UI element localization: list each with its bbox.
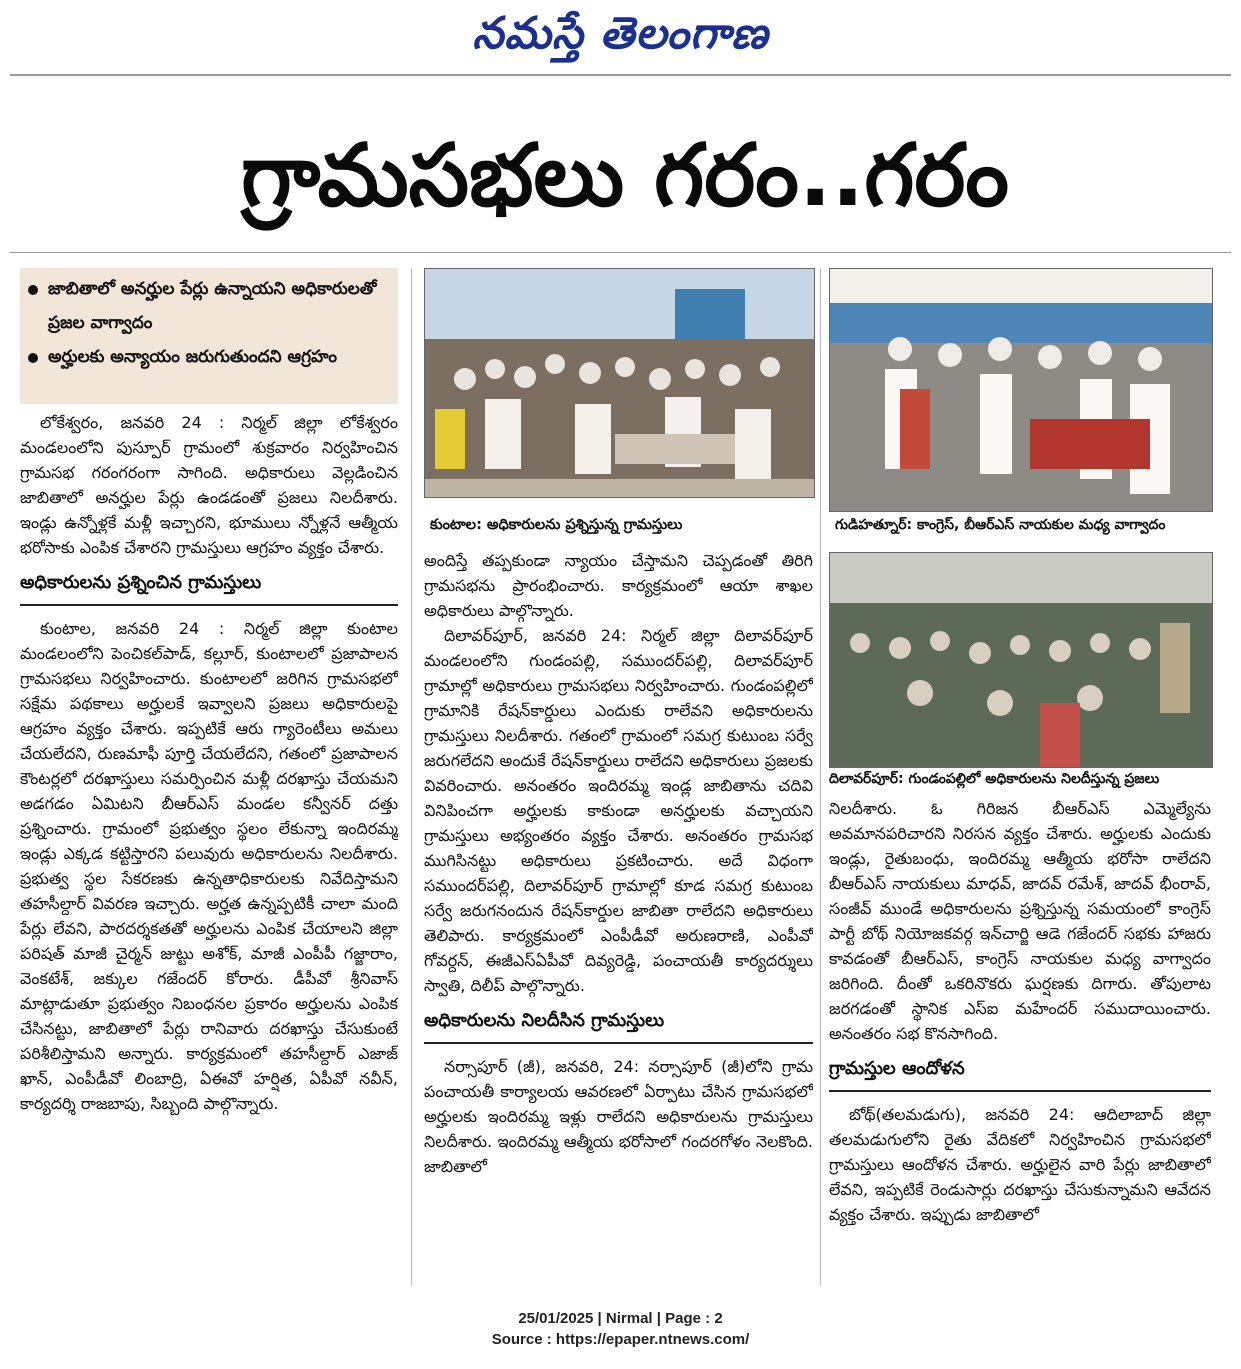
column-1 [20,410,398,1282]
column-divider [820,268,821,1286]
column-3 [829,796,1211,1286]
body-paragraph: నర్సాపూర్ (జీ), జనవరి, 24: నర్సాపూర్ (జీ)లోని గ్రామ పంచాయతీ కార్యాలయ ఆవరణలో ఏర్పాటు చేసిన గ్రామసభలో అర్హులకు ఇందిరమ్మ ఇళ్లు రాలేదని అధికారులను గ్రామస్తులు నిలదీశారు. ఇందిరమ్మ ఆత్మీయ భరోసాలో గందరగోళం నెలకొంది. జాబితాలో [424,1057,813,1176]
photo-kuntala-gramasabha [424,268,815,498]
photo-caption-kuntala: కుంటాల: అధికారులను ప్రశ్నిస్తున్న గ్రామస్తులు [430,517,683,533]
body-paragraph: దిలావర్‌పూర్, జనవరి 24: నిర్మల్ జిల్లా దిలావర్‌పూర్ మండలంలోని గుండంపల్లి, సముందర్‌పల్లి, దిలావర్‌పూర్ గ్రామాల్లో అధికారులు గ్రామసభలు నిర్వహించారు. గుండంపల్లిలో గ్రామానికి రేషన్‌కార్డులు ఎందుకు రాలేవని అధికారులను గ్రామస్తులు నిలదీశారు. గతంలో గ్రామంలో సమగ్ర కుటుంబ సర్వే జరుగలేదని అందుకే రేషన్‌కార్డులు రాలేదని అధికారులు ప్రజలకు వివరించారు. అనంతరం ఇందిరమ్మ ఇండ్ల జాబితాను చదివి వినిపించగా అర్హులకు కాకుండా అనర్హులకు వచ్చాయని గ్రామస్తులు అభ్యంతరం వ్యక్తం చేశారు. అనంతరం గ్రామసభ ముగిసినట్టు అధికారులు ప్రకటించారు. అదే విధంగా సముందర్‌పల్లి, దిలావర్‌పూర్ గ్రామాల్లో కూడ సమగ్ర కుటుంబ సర్వే జరుగనందున రేషన్‌కార్డుల జాబితా రాలేదని అధికారులు తెలిపారు. కార్యక్రమంలో ఎంపీడీవో అరుణరాణి, ఎంపీవో గోవర్దన్, ఈజీఎస్‌ఏపీవో దివ్యరెడ్డి, పంచాయతీ కార్యదర్శులు స్వాతి, దిలీప్ పాల్గొన్నారు. [424,626,813,995]
subhead-kuntala: అధికారులను ప్రశ్నించిన గ్రామస్తులు [20,568,398,606]
column-2 [424,548,813,1286]
lead-paragraph: లోకేశ్వరం, జనవరి 24 : నిర్మల్ జిల్లా లోకేశ్వరం మండలంలోని పుస్పూర్ గ్రామంలో శుక్రవారం నిర్వహించిన గ్రామసభ గరంగరంగా సాగింది. అధికారులు వెల్లడించిన జాబితాలో అనర్హుల పేర్లు ఉండడంతో ప్రజలు నిలదీశారు. ఇండ్లు ఉన్నోళ్లకే మళ్లీ ఇచ్చారని, భూములు న్నోళ్లనే ఆత్మీయ భరోసాకు ఎంపిక చేశారని గ్రామస్తులు ఆగ్రహం వ్యక్తం చేశారు. [20,413,398,557]
footer-source: Source : https://epaper.ntnews.com/ [491,1331,750,1348]
highlight-item: జాబితాలో అనర్హుల పేర్లు ఉన్నాయని అధికారులతో ప్రజల వాగ్వాదం [28,272,390,340]
continued-paragraph: నిలదీశారు. ఓ గిరిజన బీఆర్‌ఎస్ ఎమ్మెల్యేను అవమానపరిచారని నిరసన వ్యక్తం చేశారు. అర్హులకు ఎందుకు ఇండ్లు, రైతుబంధు, ఇందిరమ్మ ఆత్మీయ భరోసా రాలేదని బీఆర్‌ఎస్ నాయకులు మాధవ్, జాదవ్ రమేశ్, జాదవ్ భీంరావ్, సంజీవ్ ముండే అధికారులను ప్రశ్నిస్తున్న సమయంలో కాంగ్రెస్ పార్టీ బోథ్ నియోజకవర్గ ఇన్‌చార్జి ఆడె గజేందర్ సభకు హాజరు కావడంతో బీఆర్‌ఎస్, కాంగ్రెస్ నాయకుల మధ్య వాగ్వాదం జరిగింది. దీంతో ఒకరినొకరు ఘర్షణకు దిగారు. తోపులాట జరగడంతో స్థానిక ఎస్‌ఐ మహేందర్ సముదాయించారు. అనంతరం సభ కొనసాగింది. [829,799,1211,1043]
bullet-icon [28,285,38,295]
photo-caption-dilawarpur: దిలావర్‌పూర్: గుండంపల్లిలో అధికారులను నిలదీస్తున్న ప్రజలు [829,771,1160,787]
photo-dilawarpur-villagers [829,552,1213,768]
footer-date-edition: 25/01/2025 | Nirmal | Page : 2 [518,1310,723,1327]
bullet-icon [28,353,38,363]
body-paragraph: కుంటాల, జనవరి 24 : నిర్మల్ జిల్లా కుంటాల మండలంలోని పెంచికల్‌పాడ్, కల్లూర్, కుంటాలలో ప్రజాపాలన గ్రామసభలు నిర్వహించారు. కుంటాలలో జరిగిన గ్రామసభలో సక్షేమ పథకాలు అర్హులకే ఇవ్వాలని ప్రజలు అధికారులపై ఆగ్రహం వ్యక్తం చేశారు. ఇప్పటికే ఆరు గ్యారెంటీలు అమలు చేయలేదని, రుణమాఫీ పూర్తి చేయలేదని, గతంలో ప్రజాపాలన కౌంటర్లలో దరఖాస్తులు సమర్పించిన మళ్లీ దరఖాస్తు చేయమని అడగడం ఏమిటని బీఆర్‌ఎస్ మండల కన్వీనర్ దత్తు ప్రశ్నించారు. గ్రామంలో ప్రభుత్వం స్థలం లేకున్నా ఇందిరమ్మ ఇండ్లు ఎక్కడ కట్టిస్తారని పలువురు అధికారులను నిలదీశారు. ప్రభుత్వ స్థల సేకరణకు ఉన్నతాధికారులకు నివేదిస్తామని తహసీల్దార్ వివరణ ఇచ్చారు. అర్హత ఉన్నప్పటికీ చాలా మంది పేర్లు లేవని, పారదర్శకతతో అర్హులను ఎంపిక చేయాలని జిల్లా పరిషత్ మాజీ చైర్మన్ జుట్టు అశోక్, మాజీ ఎంపీపీ గజ్జారాం, వెంకటేశ్, జక్కుల గజేందర్ కోరారు. డీపీవో శ్రీనివాస్ మాట్లాడుతూ ప్రభుత్వం నిబంధనల ప్రకారం అర్హులను ఎంపిక చేసినట్టు, జాబితాలో పేర్లు రానివారు దరఖాస్తు చేసుకుంటే పరిశీలిస్తామని అన్నారు. కార్యక్రమంలో తహసీల్దార్ ఎజాజ్ ఖాన్, ఎంపీడీవో లింబాద్రి, ఏఈవో హర్షిత, ఏపీవో నవీన్, కార్యదర్శి రాజబాపు, సిబ్బంది పాల్గొన్నారు. [20,619,398,1113]
subhead-dilawarpur: అధికారులను నిలదీసిన గ్రామస్తులు [424,1006,813,1044]
highlight-item: అర్హులకు అన్యాయం జరుగుతుందని ఆగ్రహం [28,340,390,374]
photo-caption-gudihatnoor: గుడిహత్నూర్: కాంగ్రెస్, బీఆర్‌ఎస్ నాయకుల మధ్య వాగ్వాదం [835,517,1166,533]
headline: గ్రామసభలు గరం..గరం [241,126,1009,226]
subhead-thalamadugu: గ్రామస్తుల ఆందోళన [829,1054,1211,1092]
continued-paragraph: అందిస్తే తప్పకుండా న్యాయం చేస్తామని చెప్పడంతో తిరిగి గ్రామసభను ప్రారంభించారు. కార్యక్రమంలో ఆయా శాఖల అధికారులు పాల్గొన్నారు. [424,551,813,620]
headline-rule [10,252,1231,253]
photo-gudihatnoor-argument [829,268,1213,512]
body-paragraph: బోథ్(తలమడుగు), జనవరి 24: ఆదిలాబాద్ జిల్లా తలమడుగులోని రైతు వేదికలో నిర్వహించిన గ్రామసభలో గ్రామస్తులు ఆందోళన చేశారు. అర్హులైన వారి పేర్లు జాబితాలో లేవని, ఇప్పటికే రెండుసార్లు దరఖాస్తు చేసుకున్నామని ఆవేదన వ్యక్తం చేశారు. ఇప్పుడు జాబితాలో [829,1105,1211,1224]
masthead-logo: నమస్తే తెలంగాణ [472,8,769,59]
column-divider [411,268,412,1286]
highlights-box [20,268,398,404]
masthead-rule [10,74,1231,76]
